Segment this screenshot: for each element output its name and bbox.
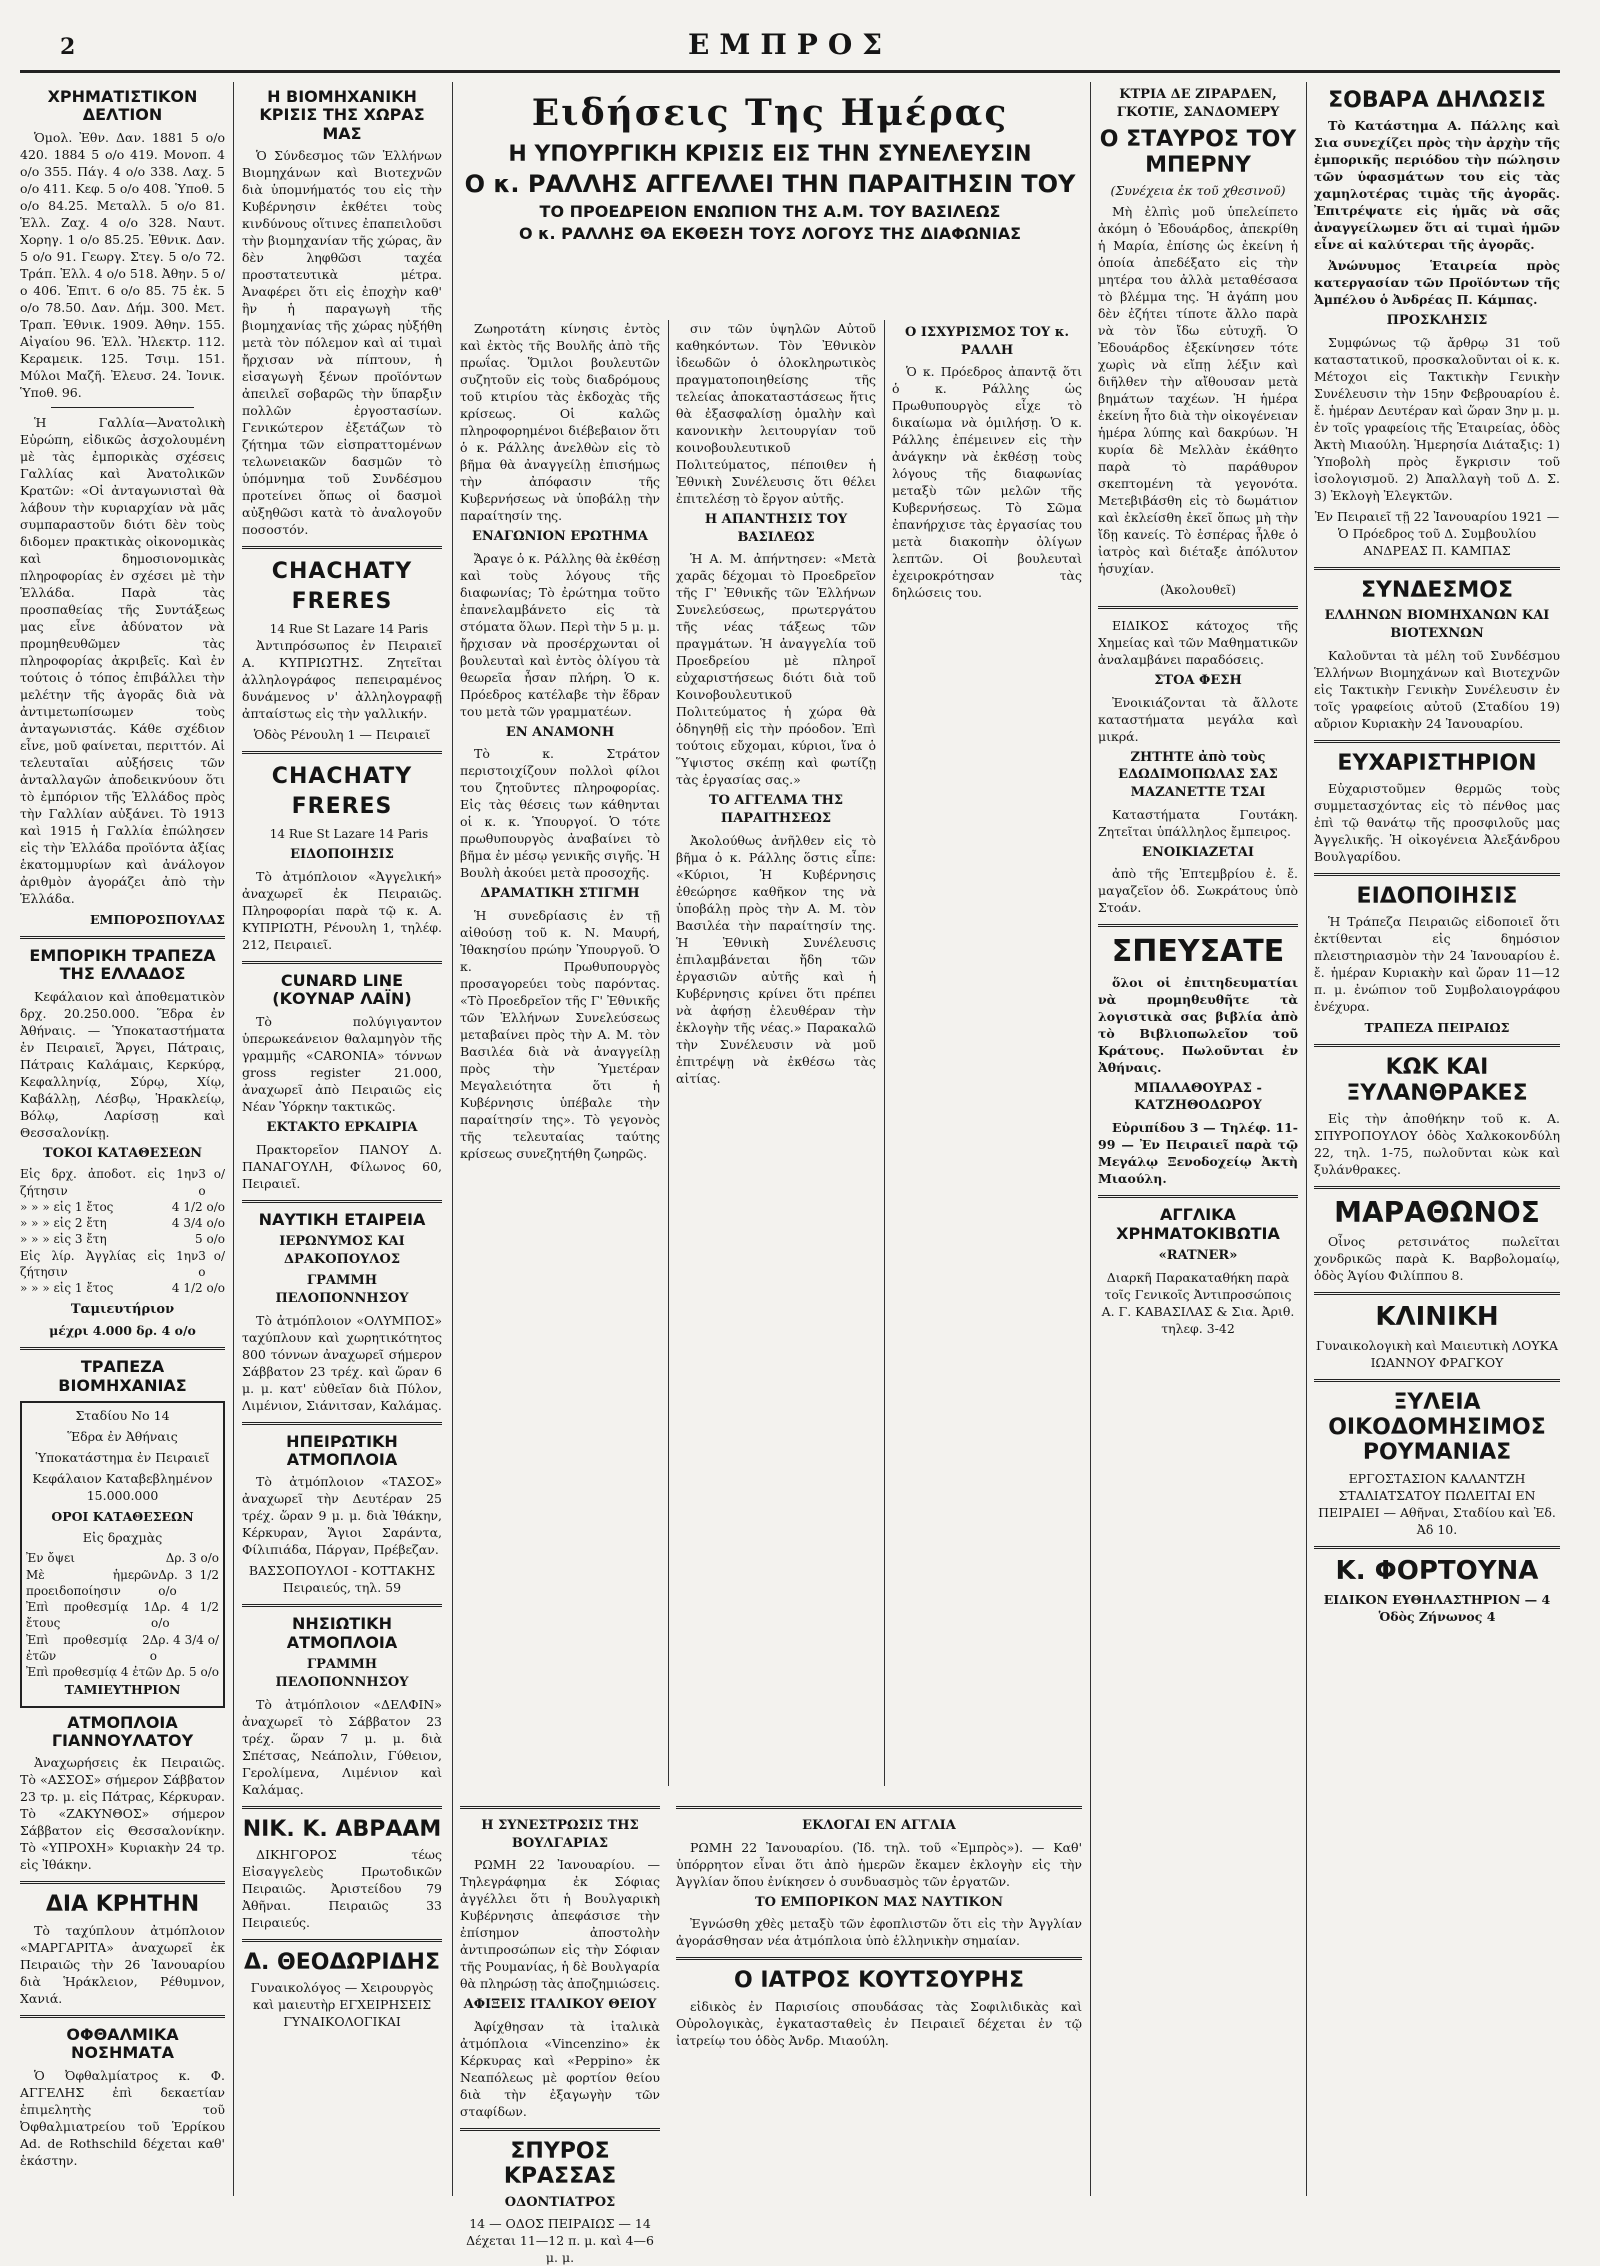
stoa-fesi-text: Ἐνοικιάζονται τὰ ἄλλοτε καταστήματα μεγάλα καὶ μικρά.: [1098, 694, 1298, 744]
question-heading: ΕΝΑΓΩΝΙΟΝ ΕΡΩΤΗΜΑ: [471, 529, 649, 544]
chachaty-ad2-title: CHACHATY FRERES: [271, 764, 413, 820]
column-rule: [668, 320, 669, 1786]
news-text: Ἡ συνεδρίασις ἐν τῇ αἰθούσῃ τοῦ κ. Ν. Μαυρή, Ἰθακησίου πρώην Ὑπουργοῦ. Ὁ κ. Πρωθυπουργὸς προσαγορεύει τοὺς παρόντας. «Τὸ Προεδρεῖον τῆς Γ' Ἐθνικῆς τῶν Ἑλλήνων Συνελεύσεως μεταβαίνει πρὸς τὴν Α. Μ. τὸν Βασιλέα διὰ νὰ ἀναγγείλῃ πρὸς τὴν Ὑμετέραν Μεγαλειότητα ὅτι ἡ Κυβέρνησις ὑπέβαλε τὴν παραίτησίν της». Τὸ γεγονὸς τῆς τελευταίας ταύτης κρίσεως συνεζητήθη ζωηρῶς.: [460, 908, 660, 1162]
opportunity-text: Πρακτορεῖον ΠΑΝΟΥ Δ. ΠΑΝΑΓΟΥΛΗ, Φίλωνος 60, Πειραιεῖ.: [242, 1141, 442, 1191]
dentist-text: 14 — ΟΔΟΣ ΠΕΙΡΑΙΩΣ — 14 Δέχεται 11—12 π. μ. καὶ 4—6 μ. μ.: [466, 2216, 654, 2266]
safes-brand: «RATNER»: [1158, 1247, 1238, 1263]
news-text: Ἡ Α. Μ. ἀπήντησεν: «Μετὰ χαρᾶς δέχομαι τὸ Προεδρεῖον τῆς Γ' Ἐθνικῆς τῶν Ἑλλήνων Συνελεύσεως, πρωτεργάτου τῆς νέας τάξεως τῶν πραγμάτων. Ἡ ἀναγγελία τοῦ Προεδρείου μὲ πληροῖ εὐχαριστήσεως διότι διὰ τοῦ Κοινοβουλευτικοῦ Πολιτεύματος ἡ χώρα θὰ ὁδηγηθῇ εἰς τὴν πρόοδον. Ἐπὶ τούτοις εὔχομαι, κύριοι, ἵνα ὁ Ὕψιστος σκέπῃ καὶ φωτίζῃ τὰς ἐργασίας σας.»: [676, 551, 876, 788]
column-news-1: [460, 320, 660, 1786]
giannoulatos-text: Ἀναχωρήσεις ἐκ Πειραιῶς. Τὸ «ΑΣΣΟΣ» σήμερον Σάββατον 23 τρ. μ. εἰς Πάτρας, Κέρκυραν. Τὸ «ΖΑΚΥΝΘΟΣ» σήμερον Σάββατον εἰς Θεσσαλονίκην. Τὸ «ΥΠΡΟΧΗ» Κυριακὴν 24 τρ. εἰς Ἰθάκην.: [20, 1755, 225, 1873]
elections-text: ΡΩΜΗ 22 Ἰανουαρίου. (Ἰδ. τηλ. τοῦ «Ἐμπρὸς»). — Καθ' ὑπόρρητον εἶναι ὅτι ἀπὸ ἡμερῶν ἔκαμεν ἐκλογὴν εἰς τὴν Ἀγγλίαν ὅπου ἐνίκησεν ὁ συνδυασμὸς τῶν ἐργατῶν.: [676, 1839, 1082, 1889]
news-text: Ἄραγε ὁ κ. Ράλλης θὰ ἐκθέσῃ καὶ τοὺς λόγους τῆς διαφωνίας; Τὸ ἐρώτημα τοῦτο ἐπανελαμβάνετο εἰς τὰ στόματα ὅλων. Περὶ τὴν 5 μ. μ. ἤρχισαν νὰ προσέρχωνται οἱ βουλευταὶ καὶ ἐντὸς ὀλίγου τὰ θεωρεῖα ἦσαν πλήρη. Ὁ κ. Πρόεδρος κατέλαβε τὴν ἕδραν του μετὰ τῶν γραμματέων.: [460, 550, 660, 719]
fortouna-text: ΕΙΔΙΚΟΝ ΕΥΘΗΛΑΣΤΗΡΙΟΝ — 4 Ὁδὸς Ζήνωνος 4: [1323, 1591, 1551, 1624]
bookshop-name: ΜΠΑΛΑΘΟΥΡΑΣ - ΚΑΤΖΗΘΟΔΩΡΟΥ: [1134, 1080, 1262, 1114]
notice-heading: ΕΙΔΟΠΟΙΗΣΙΣ: [290, 847, 394, 863]
chachaty-ad-street: Ὁδὸς Ρένουλη 1 — Πειραιεῖ: [253, 727, 431, 743]
bulgaria-text: ΡΩΜΗ 22 Ἰανουαρίου. — Τηλεγράφημα ἐκ Σόφιας ἀγγέλλει ὅτι ἡ Βουλγαρικὴ Κυβέρνησις ἀπεφάσισε τὴν ἐπίσημον ἀποστολὴν ἀντιπροσώπων εἰς τὴν Σόφιαν τῆς Ρουμανίας, ἡ δὲ Βουλγαρία θὰ πληρώσῃ τὰς ἀποζημιώσεις.: [460, 1857, 660, 1992]
tutor-ad: ΕΙΔΙΚΟΣ κάτοχος τῆς Χημείας καὶ τῶν Μαθηματικῶν ἀναλαμβάνει παραδόσεις.: [1098, 617, 1298, 667]
sulfur-heading: ΑΦΙΞΕΙΣ ΙΤΑΛΙΚΟΥ ΘΕΙΟΥ: [463, 1997, 657, 2013]
sulfur-text: Ἀφίχθησαν τὰ ἰταλικὰ ἀτμόπλοια «Vincenzino» ἐκ Κέρκυρας καὶ «Peppino» ἐκ Νεαπόλεως μὲ φορτίον θείου διὰ τὴν ἐξαγωγὴν τῶν σταφίδων.: [460, 2019, 660, 2120]
newspaper-page: [20, 20, 1580, 2266]
column-rule: [233, 82, 234, 2196]
industry-bank-heading: ΤΡΑΠΕΖΑ ΒΙΟΜΗΧΑΝΙΑΣ: [58, 1357, 187, 1395]
rate-row: Μὲ ἡμερῶν προειδοποίησιν Δρ. 3 1/2 ο/ο: [26, 1567, 219, 1598]
naval-company-text: Τὸ ἀτμόπλοιον «ΟΛΥΜΠΟΣ» ταχύπλουν καὶ χωρητικότητος 800 τόννων ἀναχωρεῖ σήμερον Σάββατον 23 τρέχ. καὶ ὥραν 6 μ. μ. κατ' εὐθεῖαν διὰ Πύλον, Λιμένιον, Σιάνιτσαν, Καλάμας.: [242, 1312, 442, 1413]
column-rule: [452, 82, 453, 2196]
france-article-text: Ἡ Γαλλία—Ἀνατολικὴ Εὐρώπη, εἰδικῶς ἀσχολουμένη μὲ τὰς ἐμπορικὰς σχέσεις Γαλλίας καὶ Ἀνατολικῶν Κρατῶν: «Οἱ ἀνταγωνισταὶ θὰ λάβουν τὴν κυριαρχίαν νὰ μᾶς συμπαραστοῦν διότι δὲν τοὺς διδομεν πρακτικὰς οἰκονομικὰς καὶ δημοσιονομικὰς πληροφορίας ἐν σχέσει μὲ τὴν Ἑλλάδα. Παρὰ τὰς προσπαθείας τῆς Συντάξεως μας εἶνε ἀδύνατον νὰ προμηθευθῶμεν τὰς πληροφορίας ἀκριβεῖς. Καὶ ἐν τούτοις ὁ τόπος ἐπιβάλλει τὴν μελέτην τῆς ἀγορᾶς διὰ νὰ ἀντιμετωπίσωμεν τοὺς ἀνταγωνιστάς. Κάθε σχέδιον εἶνε, μοῦ φαίνεται, περιττόν. Αἱ τελευταῖαι αὐξήσεις τῶν ἀνταλλαγῶν ἀποδεικνύουν ὅτι τὸ ἐμπόριον τῆς Ἑλλάδος πρὸς τὴν Γαλλίαν αὐξάνει. Τὸ 1913 καὶ 1915 ἡ Γαλλία ἐπώλησεν εἰς τὴν Ἑλλάδα προϊόντα ἀξίας ἑκατομμυρίων καὶ ἀνάλογον ἀριθμὸν ἀγοράζει ἀπὸ τὴν Ἑλλάδα.: [20, 414, 225, 906]
commercial-bank-heading: ΕΜΠΟΡΙΚΗ ΤΡΑΠΕΖΑ ΤΗΣ ΕΛΛΑΔΟΣ: [29, 945, 216, 984]
chachaty-ad-text: Ἀντιπρόσωπος ἐν Πειραιεῖ Α. ΚΥΠΡΙΩΤΗΣ. Ζητεῖται ἀλληλογράφος πεπειραμένος δυνάμενος ν' ἀλληλογραφῇ ἀπταίστως εἰς τὴν γαλλικήν.: [242, 638, 442, 722]
ophthalmology-text: Ὁ Ὀφθαλμίατρος κ. Φ. ΑΓΓΕΛΗΣ ἐπὶ δεκαετίαν ἐπιμελητὴς τοῦ Ὀφθαλμιατρείου τοῦ Ἑρρίκου Ad. de Rothschild δέχεται καθ' ἑκάστην.: [20, 2067, 225, 2168]
financial-bulletin-heading: ΧΡΗΜΑΤΙΣΤΙΚΟΝ ΔΕΛΤΙΟΝ: [47, 87, 198, 125]
doctor-koutsouris-heading: Ο ΙΑΤΡΟΣ ΚΟΥΤΣΟΥΡΗΣ: [733, 1968, 1024, 1994]
deposit-rates-list: [20, 1166, 225, 1297]
lawyer-heading: ΝΙΚ. Κ. ΑΒΡΑΑΜ: [242, 1816, 442, 1842]
notice-text: Τὸ ἀτμόπλοιον «Ἀγγελική» ἀναχωρεῖ ἐκ Πειραιῶς. Πληροφορίαι παρὰ τῷ κ. Α. ΚΥΠΡΙΩΤΗ, Ρένουλη 1, τηλέφ. 212, Πειραιεῖ.: [242, 869, 442, 953]
notices-heading: ΕΙΔΟΠΟΙΗΣΙΣ: [1356, 883, 1518, 909]
rate-row: » » » εἰς 2 ἔτη 4 3/4 ο/ο: [20, 1216, 225, 1231]
claim-heading: Ο ΙΣΧΥΡΙΣΜΟΣ ΤΟΥ κ. ΡΑΛΛΗ: [904, 325, 1070, 358]
invitation-heading: ΠΡΟΣΚΛΗΣΙΣ: [1386, 313, 1488, 329]
newspaper-title: ΕΜΠΡΟΣ: [687, 28, 893, 61]
crete-heading: ΔΙΑ ΚΡΗΤΗΝ: [45, 1892, 200, 1918]
rate-row: Ἐπὶ προθεσμίᾳ 1 ἔτους Δρ. 4 1/2 ο/ο: [26, 1600, 219, 1631]
doctor-text: Γυναικολόγος — Χειρουργὸς καὶ μαιευτὴρ ΕΓΧΕΙΡΗΣΕΙΣ ΓΥΝΑΙΚΟΛΟΓΙΚΑΙ: [250, 1980, 434, 2030]
chachaty-ad-address: 14 Rue St Lazare 14 Paris: [269, 621, 429, 636]
fortouna-heading: Κ. ΦΟΡΤΟΥΝΑ: [1335, 1555, 1539, 1586]
elections-block: [676, 1798, 1082, 2196]
coke-text: Εἰς τὴν ἀποθήκην τοῦ κ. Α. ΣΠΥΡΟΠΟΥΛΟΥ ὁδὸς Χαλκοκονδύλη 22, τηλ. 1-75, πωλοῦνται κὼκ καὶ ξυλάνθρακες.: [1314, 1110, 1560, 1177]
bulgaria-block: [460, 1798, 660, 2266]
reasons-heading: Ο κ. ΡΑΛΛΗΣ ΘΑ ΕΚΘΕΣΗ ΤΟΥΣ ΛΟΓΟΥΣ ΤΗΣ ΔΙΑΦΩΝΙΑΣ: [518, 224, 1022, 244]
rate-row: » » » εἰς 1 ἔτος 4 1/2 ο/ο: [20, 1199, 225, 1214]
giannoulatos-heading: ΑΤΜΟΠΛΟΙΑ ΓΙΑΝΝΟΥΛΑΤΟΥ: [51, 1712, 194, 1751]
feuilleton-continues: (Ἀκολουθεῖ): [1159, 581, 1237, 597]
financial-bulletin-text: Ὁμολ. Ἐθν. Δαν. 1881 5 ο/ο 420. 1884 5 ο/ο 419. Μονοπ. 4 ο/ο 355. Πάγ. 4 ο/ο 338. Λαχ. 5 ο/ο 411. Κεφ. 5 ο/ο 408. Ὑποθ. 5 ο/ο 84.25. Μεταλλ. 5 ο/ο 81. Ἑλλ. Ζαχ. 4 ο/ο 328. Ναυτ. Χορηγ. 1 ο/ο 85.25. Ἐθνικ. Δαν. 5 ο/ο 91. Γεωργ. Στεγ. 5 ο/ο 72. Τράπ. Ἑλλ. 4 ο/ο 518. Ἀθην. 5 ο/ο 406. Ἐπιτ. 6 ο/ο 85. 75 ἐκ. 5 ο/ο 78.50. Δαν. Δήμ. 300. Μετ. Τραπ. Ἐθνικ. 1909. Ἀθην. 155. Αἰγαίου 96. Ἑλλ. Ἠλεκτρ. 112. Κεραμεικ. 125. Τσιμ. 151. Μύλοι Μαζῆ. Ἐλευσ. 24. Ἰονικ. Ὑποθ. 96.: [20, 129, 225, 400]
opportunity-heading: ΕΚΤΑΚΤΟ ΕΡΚΑΙΡΙΑ: [266, 1119, 418, 1135]
resignation-announcement-heading: ΤΟ ΑΓΓΕΛΜΑ ΤΗΣ ΠΑΡΑΙΤΗΣΕΩΣ: [708, 793, 844, 827]
cunard-text: Τὸ πολύγιγαντον ὑπερωκεάνειον θαλαμηγὸν τῆς γραμμῆς «CARONIA» τόννων gross register 21.000, ἀναχωρεῖ ἀπὸ Πειραιῶς εἰς Νέαν Ὑόρκην τακτικῶς.: [242, 1013, 442, 1114]
king-reply-heading: Η ΑΠΑΝΤΗΣΙΣ ΤΟΥ ΒΑΣΙΛΕΩΣ: [704, 512, 848, 545]
merchant-navy-heading: ΤΟ ΕΜΠΟΡΙΚΟΝ ΜΑΣ ΝΑΥΤΙΚΟΝ: [754, 1894, 1003, 1910]
rate-row: Ἐν ὄψει Δρ. 3 ο/ο: [26, 1551, 219, 1566]
notices-text: Ἡ Τράπεζα Πειραιῶς εἰδοποιεῖ ὅτι ἐκτίθενται εἰς δημόσιον πλειστηριασμὸν τὴν 24 Ἰανουαρίου ἐ. ἔ. ἡμέραν Κυριακὴν καὶ ὥραν 11—12 π. μ. ἐνώπιον τοῦ Συμβολαιογράφου ἐνέχυρα.: [1314, 914, 1560, 1015]
timber-text: ΕΡΓΟΣΤΑΣΙΟΝ ΚΑΛΑΝΤΖΗ ΣΤΑΛΙΑΤΣΑΤΟΥ ΠΩΛΕΙΤΑΙ ΕΝ ΠΕΙΡΑΙΕΙ — Αθῆναι, Σταδίου καὶ Ἐδ. Ἀδ 10.: [1318, 1470, 1556, 1537]
tea-ad-heading: ΖΗΤΗΤΕ ἀπὸ τοὺς ΕΔΩΔΙΜΟΠΩΛΑΣ ΣΑΣ ΜΑΖΑΝΕΤΤΕ ΤΣΑΙ: [1118, 749, 1278, 800]
doctor-heading: Δ. ΘΕΟΔΩΡΙΔΗΣ: [244, 1949, 440, 1975]
bulgaria-heading: Η ΣΥΝΕΣΤΡΩΣΙΣ ΤΗΣ ΒΟΥΛΓΑΡΙΑΣ: [481, 1818, 639, 1851]
epirus-line-text: Τὸ ἀτμόπλοιον «ΤΑΣΟΣ» ἀναχωρεῖ τὴν Δευτέραν 25 τρέχ. ὥραν 9 μ. μ. διὰ Ἰθάκην, Κέρκυραν, Ἅγιοι Σαράντα, Φίλιπιάδα, Πάργαν, Πρέβεζαν.: [242, 1474, 442, 1558]
rate-row: Ἐπὶ προθεσμίᾳ 4 ἐτῶν Δρ. 5 ο/ο: [26, 1665, 219, 1680]
feuilleton-continued: (Συνέχεια ἐκ τοῦ χθεσινοῦ): [1110, 182, 1286, 198]
cunard-heading: CUNARD LINE (ΚΟΥΝΑΡ ΛΑΪΝ): [272, 971, 412, 1009]
industry-crisis-text: Ὁ Σύνδεσμος τῶν Ἑλλήνων Βιομηχάνων καὶ Βιοτεχνῶν διὰ ὑπομνήματός του εἰς τὴν Κυβέρνησιν ἐκθέτει τοὺς κινδύνους οἵτινες ἐπαπειλοῦσι τὴν βιομηχανίαν τῆς χώρας, ἂν δὲν ληφθῶσι ταχέα προστατευτικὰ μέτρα. Ἀναφέρει ὅτι εἰς ἐποχὴν καθ' ἣν ἡ παραγωγὴ τῆς βιομηχανίας τῆς χώρας ηὐξήθη μετὰ τὸν πόλεμον καὶ αἱ τιμαὶ ἤρχισαν νὰ πίπτουν, ἡ εἰσαγωγὴ ξένων προϊόντων ἀπειλεῖ σοβαρῶς τὴν ὕπαρξιν πολλῶν ἐργοστασίων. Γενικώτερον ἐξετάζων τὸ ζήτημα τῶν εἰσπραττομένων τελωνειακῶν δασμῶν τὸ ὑπόμνημα τοῦ Συνδέσμου προτείνει ὅπως οἱ δασμοὶ αὐξηθῶσι κατὰ τὸ ἀναλογοῦν ποσοστόν.: [242, 148, 442, 538]
thanks-heading: ΕΥΧΑΡΙΣΤΗΡΙΟΝ: [1337, 750, 1537, 776]
waiting-heading: ΕΝ ΑΝΑΜΟΝΗ: [505, 724, 615, 740]
merchant-navy-text: Ἐγνώσθη χθὲς μεταξὺ τῶν ἐφοπλιστῶν ὅτι εἰς τὴν Ἀγγλίαν ἀγοράσθησαν νέα ἀτμόπλοια ὑπὸ ἑλληνικὴν σημαίαν.: [676, 1916, 1082, 1949]
naval-company-line: ΓΡΑΜΜΗ ΠΕΛΟΠΟΝΝΗΣΟΥ: [275, 1273, 409, 1306]
thanks-text: Εὐχαριστοῦμεν θερμῶς τοὺς συμμετασχόντας εἰς τὸ πένθος μας ἐπὶ τῷ θανάτῳ τῆς προσφιλοῦς μας Ἀγγελικῆς. Ἡ οἰκογένεια Ἀλεξάνδρου Βουλγαρίδου.: [1314, 780, 1560, 864]
ministerial-crisis-heading: Η ΥΠΟΥΡΓΙΚΗ ΚΡΙΣΙΣ ΕΙΣ ΤΗΝ ΣΥΝΕΛΕΥΣΙΝ: [508, 142, 1032, 167]
hurry-text: ὅλοι οἱ ἐπιτηδευματίαι νὰ προμηθευθῆτε τὰ λογιστικὰ σας βιβλία ἀπὸ τὸ Βιβλιοπωλεῖον τοῦ Κράτους. Πωλοῦνται ἐν Ἀθήναις.: [1098, 974, 1298, 1075]
column-financial: [20, 82, 225, 2196]
safes-heading: ΑΓΓΛΙΚΑ ΧΡΗΜΑΤΟΚΙΒΩΤΙΑ: [1116, 1205, 1280, 1243]
column-rule: [884, 320, 885, 1786]
epirus-line-heading: ΗΠΕΙΡΩΤΙΚΗ ΑΤΜΟΠΛΟΙΑ: [286, 1431, 398, 1470]
feuilleton-title: Ο ΣΤΑΥΡΟΣ ΤΟΥ ΜΠΕΡΝΥ: [1099, 127, 1297, 178]
crete-text: Τὸ ταχύπλουν ἀτμόπλοιον «ΜΑΡΓΑΡΙΤΑ» ἀναχωρεῖ ἐκ Πειραιῶς τὴν 26 Ἰανουαρίου διὰ Ἡράκλειον, Ρέθυμνον, Χανιά.: [20, 1922, 225, 2006]
masthead: [20, 20, 1560, 73]
timber-heading: ΞΥΛΕΙΑ ΟΙΚΟΔΟΜΗΣΙΜΟΣ ΡΟΥΜΑΝΙΑΣ: [1328, 1389, 1546, 1466]
association-subheading: ΕΛΛΗΝΩΝ ΒΙΟΜΗΧΑΝΩΝ ΚΑΙ ΒΙΟΤΕΧΝΩΝ: [1324, 608, 1550, 641]
clinic-heading: ΚΛΙΝΙΚΗ: [1375, 1301, 1499, 1332]
island-line-route: ΓΡΑΜΜΗ ΠΕΛΟΠΟΝΝΗΣΟΥ: [275, 1657, 409, 1690]
savings-text: μέχρι 4.000 δρ. 4 ο/ο: [49, 1323, 196, 1339]
marathon-heading: ΜΑΡΑΘΩΝΟΣ: [1334, 1195, 1540, 1229]
rate-row: » » » εἰς 1 ἔτος 4 1/2 ο/ο: [20, 1281, 225, 1296]
goutakis-text: Καταστήματα Γουτάκη. Ζητεῖται ὑπάλληλος ἔμπειρος.: [1098, 806, 1298, 839]
clinic-text: Γυναικολογικὴ καὶ Μαιευτικὴ ΛΟΥΚΑ ΙΩΑΝΝΟΥ ΦΡΑΓΚΟΥ: [1316, 1337, 1558, 1370]
column-rule: [1090, 82, 1091, 2196]
association-text: Καλοῦνται τὰ μέλη τοῦ Συνδέσμου Ἑλλήνων Βιομηχάνων καὶ Βιοτεχνῶν εἰς Τακτικὴν Γενικὴν Συνέλευσιν ἐν τοῖς γραφείοις αὐτοῦ (Σταδίου 19) αὔριον Κυριακὴν 24 Ἰανουαρίου.: [1314, 647, 1560, 731]
commercial-bank-text: Κεφάλαιον καὶ ἀποθεματικὸν δρχ. 20.250.000. Ἕδρα ἐν Ἀθήναις. — Ὑποκαταστήματα ἐν Πειραιεῖ, Ἄργει, Πάτραις, Πάτραις Καλάμαις, Κερκύρᾳ, Κεφαλληνίᾳ, Σύρῳ, Χίῳ, Καβάλλῃ, Λέσβῳ, Ἡρακλείῳ, Βόλῳ, Λαρίσσῃ καὶ Θεσσαλονίκῃ.: [20, 988, 225, 1140]
savings-heading: Ταμιευτήριον: [70, 1301, 175, 1317]
news-text: Τὸ κ. Στράτον περιστοιχίζουν πολλοὶ φίλοι του ζητοῦντες πληροφορίας. Εἰς τὰς θέσεις των κάθηνται οἱ κ. κ. Ὑπουργοί. Ὁ τότε πρωθυπουργὸς ἀναβαίνει τὸ βῆμα ἐν μέσῳ γενικῆς σιγῆς. Ἡ Βουλὴ ἀκούει μετὰ προσοχῆς.: [460, 746, 660, 881]
news-text: σιν τῶν ὑψηλῶν Αὐτοῦ καθηκόντων. Τὸν Ἐθνικὸν ἰδεωδῶν ὁ ὁλοκληρωτικὸς πραγματοποιηθείσης τῆς τελείας ἀποκαταστάσεως ἥτις θὰ ἐξασφαλίσῃ ὁμαλὴν καὶ κανονικὴν λειτουργίαν τοῦ κοινοβουλευτικοῦ Πολιτεύματος, πέποιθεν ἡ Ἐθνικὴ Συνέλευσις ὅτι θέλει ἐπιτελέσῃ τὸ ἔργον αὐτῆς.: [676, 321, 876, 506]
column-news-2: [676, 320, 876, 1786]
column-news-3: [892, 320, 1082, 1786]
safes-text: Διαρκῆ Παρακαταθήκη παρὰ τοῖς Γενικοῖς Ἀντιπροσώποις Α. Γ. ΚΑΒΑΣΙΛΑΣ & Σια. Ἀριθ. τηλεφ. 3-42: [1101, 1269, 1295, 1336]
epirus-line-agents: ΒΑΣΣΟΠΟΥΛΟΙ - ΚΟΤΤΑΚΗΣ Πειραιεύς, τηλ. 59: [248, 1563, 436, 1596]
chachaty-ad-title: CHACHATY FRERES: [271, 559, 413, 615]
column-industry: [242, 82, 442, 2196]
coke-heading: ΚΩΚ ΚΑΙ ΞΥΛΑΝΘΡΑΚΕΣ: [1346, 1055, 1528, 1106]
notices-signature: ΤΡΑΠΕΖΑ ΠΕΙΡΑΙΩΣ: [1364, 1020, 1510, 1036]
marathon-text: Οἶνος ρετσινάτος πωλεῖται χονδρικῶς παρὰ Κ. Βαρβολομαίῳ, ὁδὸς Ἁγίου Φιλίππου 8.: [1314, 1233, 1560, 1283]
association-heading: ΣΥΝΔΕΣΜΟΣ: [1360, 577, 1514, 603]
column-rule: [1306, 82, 1307, 2196]
rate-row: Εἰς λίρ. Ἀγγλίας εἰς 1ην ζήτησιν 3 ο/ο: [20, 1248, 225, 1280]
lawyer-text: ΔΙΚΗΓΟΡΟΣ τέως Εἰσαγγελεὺς Πρωτοδικῶν Πειραιῶς. Ἀριστείδου 79 Ἀθῆναι. Πειραιῶς 33 Πειραιεύς.: [242, 1846, 442, 1930]
news-of-the-day-title: Ειδήσεις Της Ημέρας: [531, 92, 1009, 134]
dentist-heading: ΣΠΥΡΟΣ ΚΡΑΣΣΑΣ: [503, 2139, 617, 2190]
bookshop-address: Εὐριπίδου 3 — Τηλέφ. 11-99 — Ἐν Πειραιεῖ παρὰ τῷ Μεγάλῳ Ξενοδοχείῳ Ἀκτὴ Μιαούλη.: [1098, 1120, 1298, 1187]
news-text: Ὁ κ. Πρόεδρος ἀπαντᾷ ὅτι ὁ κ. Ράλλης ὡς Πρωθυπουργὸς εἶχε τὸ δικαίωμα νὰ ὁμιλήσῃ. Ὁ κ. Ράλλης ἐπέμεινεν εἰς τὴν ἀνάγκην νὰ ἐκθέσῃ τοὺς λόγους τῆς διαφωνίας μεταξὺ τῶν μελῶν τῆς Κυβερνήσεως. Τὸ Σῶμα ἐπανήρχισε τὰς ἐργασίας του μετὰ διακοπὴν ὀλίγων λεπτῶν. Οἱ βουλευταὶ ἐχειροκρότησαν τὰς δηλώσεις του.: [892, 364, 1082, 601]
page-number: 2: [60, 34, 76, 60]
feuilleton-text: Μὴ ἐλπὶς μοῦ ὑπελείπετο ἀκόμη ὁ Ἐδουάρδος, ἀπεκρίθη ἡ Μαρία, ἐπίσης ὡς ἐκείνη ἡ ὁποία ἀπεδέξατο εἰς τὴν μητέρα του ἀλλὰ μεταθέσασα τὸ βλέμμα της. Ἡ ἀγάπη μου δὲν ἐζήτει τίποτε ἄλλο παρὰ νὰ τὸν ἴδω εὐτυχῆ. Ὁ Ἐδουάρδος ἐξεκίνησεν τότε χωρὶς νὰ εἴπῃ λέξιν καὶ διῆλθεν τὴν αἴθουσαν μετὰ βημάτων ταχέων. Ἡ ἡμέρα ἐκείνη ἦτο διὰ τὴν οἰκογένειαν ἡμέρα λύπης καὶ δακρύων. Ἡ κυρία δὲ Μελλὰν ἐκάθητο παρὰ τὸ παράθυρον σκεπτομένη τὰ γεγονότα. Μετεβιβάσθη εἰς τὸ δωμάτιον καὶ ἐκλείσθη ἐκεῖ ὅπως μὴ τὴν ἴδῃ κανείς. Τὸ ἑσπέρας ἦλθε ὁ ἰατρὸς καὶ διέταξε ἀπόλυτον ἡσυχίαν.: [1098, 203, 1298, 576]
hurry-heading: ΣΠΕΥΣΑΤΕ: [1111, 934, 1285, 970]
for-rent-heading: ΕΝΟΙΚΙΑΖΕΤΑΙ: [1142, 844, 1254, 860]
news-text: Ζωηροτάτη κίνησις ἐντὸς καὶ ἐκτὸς τῆς Βουλῆς ἀπὸ τῆς πρωΐας. Ὅμιλοι βουλευτῶν συζητοῦν εἰς τοὺς διαδρόμους τοῦ κτιρίου τὰς ἐκδοχὰς τῆς κρίσεως. Οἱ καλῶς πληροφορημένοι διέβεβαιον ὅτι ὁ κ. Ράλλης ἀνελθὼν εἰς τὸ βῆμα θὰ ἀναγγείλῃ ἐπισήμως τὴν ἀπόφασιν τῆς Κυβερνήσεως νὰ ὑποβάλῃ τὴν παραίτησίν της.: [460, 321, 660, 523]
rate-row: Ἐπὶ προθεσμίᾳ 2 ἐτῶν Δρ. 4 3/4 ο/ο: [26, 1632, 219, 1664]
winery-company: Ἀνώνυμος Ἑταιρεία πρὸς κατεργασίαν τῶν Προϊόντων τῆς Ἀμπέλου ὁ Ἀνδρέας Π. Κάμπας.: [1314, 258, 1560, 308]
island-line-heading: ΝΗΣΙΩΤΙΚΗ ΑΤΜΟΠΛΟΙΑ: [286, 1614, 398, 1652]
deposit-rates-heading: ΤΟΚΟΙ ΚΑΤΑΘΕΣΕΩΝ: [42, 1145, 203, 1161]
article-signature: ΕΜΠΟΡΟΣΠΟΥΛΑΣ: [89, 911, 225, 927]
rate-row: Εἰς δρχ. ἀποδοτ. εἰς 1ην ζήτησιν 3 ο/ο: [20, 1167, 225, 1198]
dentist-title: ΟΔΟΝΤΙΑΤΡΟΣ: [504, 2194, 616, 2210]
island-line-text: Τὸ ἀτμόπλοιον «ΔΕΛΦΙΝ» ἀναχωρεῖ τὸ Σάββατον 23 τρέχ. ὥραν 7 μ. μ. διὰ Σπέτσας, Νεάπολιν, Γύθειον, Γερολίμενα, Λιμένιον καὶ Καλάμας.: [242, 1696, 442, 1797]
stoa-fesi-heading: ΣΤΟΑ ΦΕΣΗ: [1154, 672, 1242, 688]
presidium-heading: ΤΟ ΠΡΟΕΔΡΕΙΟΝ ΕΝΩΠΙΟΝ ΤΗΣ Α.Μ. ΤΟΥ ΒΑΣΙΛΕΩΣ: [539, 201, 1001, 221]
industry-crisis-heading: Η ΒΙΟΜΗΧΑΝΙΚΗ ΚΡΙΣΙΣ ΤΗΣ ΧΩΡΑΣ ΜΑΣ: [259, 87, 425, 143]
naval-company-owners: ΙΕΡΩΝΥΜΟΣ ΚΑΙ ΔΡΑΚΟΠΟΥΛΟΣ: [279, 1233, 405, 1267]
naval-company-heading: ΝΑΥΤΙΚΗ ΕΤΑΙΡΕΙΑ: [258, 1209, 426, 1229]
ophthalmology-heading: ΟΦΘΑΛΜΙΚΑ ΝΟΣΗΜΑΤΑ: [66, 2024, 179, 2063]
news-text: Ἀκολούθως ἀνῆλθεν εἰς τὸ βῆμα ὁ κ. Ράλλης ὅστις εἶπε: «Κύριοι, Ἡ Κυβέρνησις ἐθεώρησε καθῆκον της νὰ ὑποβάλῃ πρὸς τὴν Α. Μ. τὸν Βασιλέα τὴν παραίτησίν της. Ἡ Ἐθνικὴ Συνέλευσις ἐπιλαμβάνεται ἤδη τῶν ἐργασιῶν αὐτῆς καὶ ἡ Κυβέρνησις κρίνει ὅτι πρέπει νὰ ἀφήσῃ ἐλευθέραν τὴν ἐκλογὴν τῆς νέας.» Παρακαλῶ τὴν Συνέλευσιν νὰ μοῦ ἐπιτρέψῃ νὰ ἐκθέσω τὰς αἰτίας.: [676, 832, 876, 1086]
doctor-koutsouris-text: εἰδικὸς ἐν Παρισίοις σπουδάσας τὰς Σοφιλιδικὰς καὶ Οὐρολογικὰς, ἐγκατασταθεὶς ἐν Πειραιεῖ δέχεται ἐν τῷ ἰατρείῳ του ὁδὸς Ἀνδρ. Μιαούλη.: [676, 1998, 1082, 2048]
column-ads: [1314, 82, 1560, 2196]
industry-bank-box: Σταδίου Νο 14 Ἕδρα ἐν Ἀθήναις Ὑποκατάστημα ἐν Πειραιεῖ Κεφάλαιον Καταβεβλημένον 15.000.000 ΟΡΟΙ ΚΑΤΑΘΕΣΕΩΝ Εἰς δραχμὰς Ἐν ὄψει Δρ. 3 ο/ο Μὲ ἡμερῶν προειδοποίησιν Δρ. 3 1/2 ο/ο Ἐπὶ προθεσμίᾳ 1 ἔτους Δρ. 4 1/2 ο/ο Ἐπὶ προθεσμίᾳ 2 ἐτῶν Δρ. 4 3/4 ο/ο Ἐπὶ προθεσμίᾳ 4 ἐτῶν Δρ. 5 ο/ο ΤΑΜΙΕΥΤΗΡΙΟΝ: [20, 1401, 225, 1708]
feuilleton-authors: ΚΤΡΙΑ ΔΕ ΖΙΡΑΡΔΕΝ, ΓΚΟΤΙΕ, ΣΑΝΔΟΜΕΡΥ: [1116, 87, 1280, 120]
for-rent-text: ἀπὸ τῆς Ἐπτεμβρίου ἐ. ἔ. μαγαζεῖον ὁδ. Σωκράτους ὑπὸ Στοάν.: [1098, 866, 1298, 916]
dramatic-moment-heading: ΔΡΑΜΑΤΙΚΗ ΣΤΙΓΜΗ: [480, 886, 640, 902]
declaration-heading: ΣΟΒΑΡΑ ΔΗΛΩΣΙΣ: [1328, 88, 1546, 113]
rate-row: » » » εἰς 3 ἔτη 5 ο/ο: [20, 1232, 225, 1247]
invitation-signature: Ἐν Πειραιεῖ τῇ 22 Ἰανουαρίου 1921 — Ὁ Πρόεδρος τοῦ Δ. Συμβουλίου ΑΝΔΡΕΑΣ Π. ΚΑΜΠΑΣ: [1314, 508, 1560, 558]
column-feuilleton: [1098, 82, 1298, 2196]
rallis-resignation-heading: Ο κ. ΡΑΛΛΗΣ ΑΓΓΕΛΛΕΙ ΤΗΝ ΠΑΡΑΙΤΗΣΙΝ ΤΟΥ: [464, 170, 1076, 199]
invitation-text: Συμφώνως τῷ ἄρθρῳ 31 τοῦ καταστατικοῦ, προσκαλοῦνται οἱ κ. κ. Μέτοχοι εἰς Τακτικὴν Γενικὴν Συνέλευσιν τὴν 15ην Φεβρουαρίου ἐ. ἔ. ἡμέραν Δευτέραν καὶ ὥραν 3ην μ. μ. ἐν τοῖς γραφείοις τῆς Ἑταιρείας, ὁδὸς Ἀκτὴ Μιαούλη. Ἡμερησία Διάταξις: 1) Ὑποβολὴ πρὸς ἔγκρισιν τοῦ ἰσολογισμοῦ. 2) Ἀπαλλαγὴ τοῦ Δ. Σ. 3) Ἐκλογὴ Ἐλεγκτῶν.: [1314, 334, 1560, 503]
chachaty-ad2-address: 14 Rue St Lazare 14 Paris: [269, 827, 429, 842]
elections-heading: ΕΚΛΟΓΑΙ ΕΝ ΑΓΓΛΙΑ: [802, 1818, 956, 1833]
declaration-text: Τὸ Κατάστημα Α. Πάλλης καὶ Σια συνεχίζει πρὸς τὴν ἀρχὴν τῆς ἐμπορικῆς περιόδου τὴν πώλησιν τῶν ὑφασμάτων του εἰς τὰς χαμηλοτέρας τιμὰς τῆς ἀγορᾶς. Ἐπιτρέψατε εἰς ἡμᾶς νὰ σᾶς ἀναγγείλωμεν ὅτι αἱ τιμαὶ ἡμῶν εἶνε αἱ καλύτεραι τῆς ἀγορᾶς.: [1314, 118, 1560, 253]
news-banner: [460, 82, 1080, 308]
